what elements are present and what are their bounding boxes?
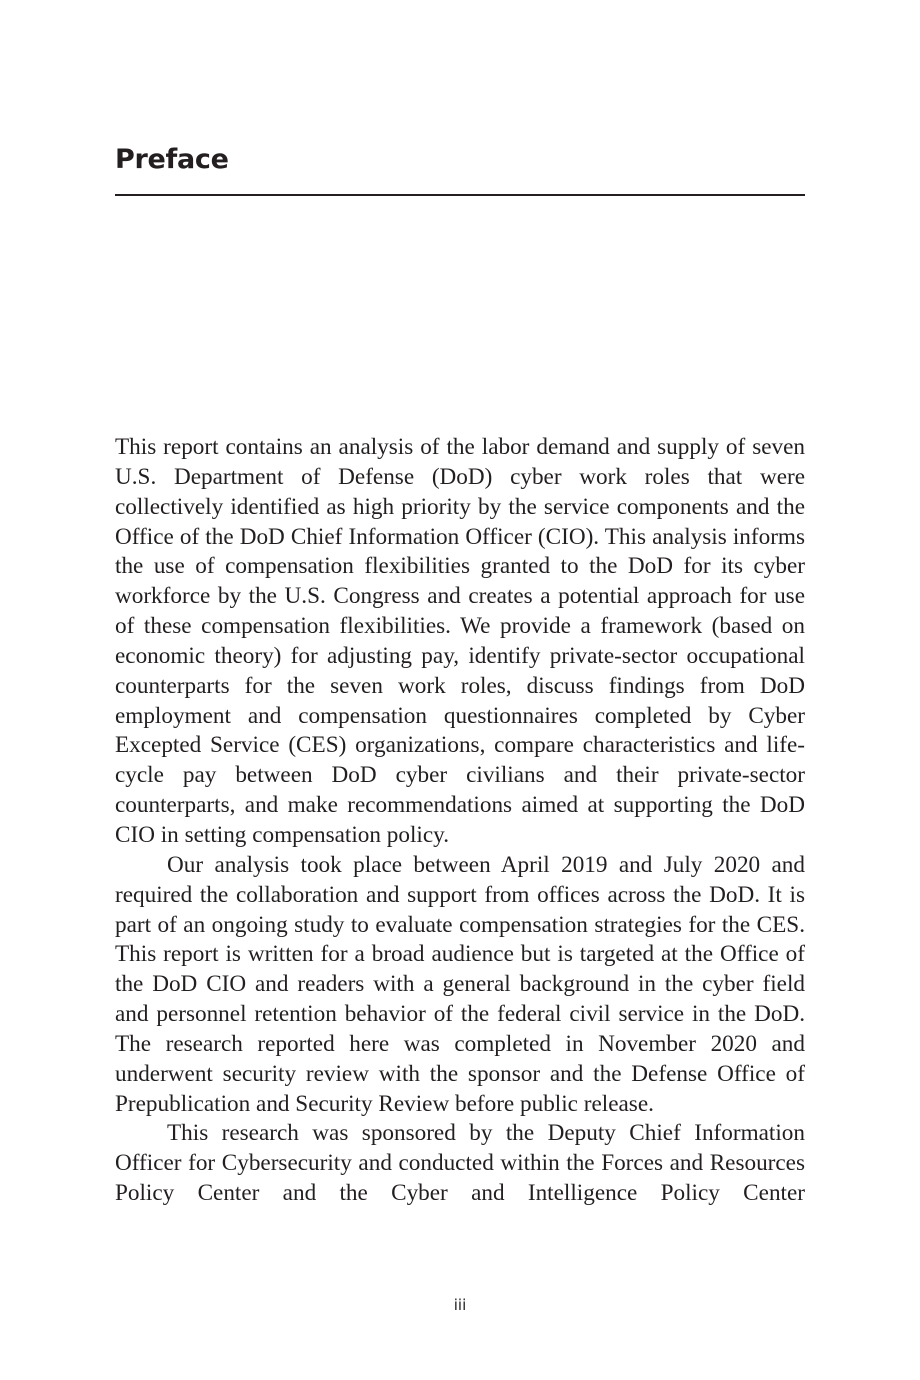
- page-number: iii: [453, 1296, 467, 1314]
- preface-body: [115, 433, 805, 1209]
- page-title: Preface: [115, 144, 229, 175]
- paragraph: This report contains an analysis of the labor demand and supply of seven U.S. Department of Defense (DoD) cyber work roles that were collectively identified as high priority by the service components and the Office of the DoD Chief Information Officer (CIO). This analysis informs the use of compensation flexibilities granted to the DoD for its cyber workforce by the U.S. Congress and creates a potential approach for use of these compensation flexibilities. We provide a framework (based on economic theory) for adjusting pay, identify private-sector occupational counterparts for the seven work roles, discuss findings from DoD employment and compensation questionnaires completed by Cyber Excepted Service (CES) organizations, compare characteristics and life-cycle pay between DoD cyber civilians and their private-​sector counterparts, and make recommendations aimed at supporting the DoD CIO in setting compensation policy.: [115, 434, 805, 848]
- paragraph: This research was sponsored by the Deputy Chief Information Officer for Cybersecurity and conducted within the Forces and Resources Policy Center and the Cyber and Intelligence Policy Center: [115, 1120, 805, 1207]
- heading-rule: [115, 194, 805, 196]
- paragraph: Our analysis took place between April 2019 and July 2020 and required the collaboration and support from offices across the DoD. It is part of an ongoing study to evaluate compensation strategies for the CES. This report is written for a broad audience but is targeted at the Office of the DoD CIO and readers with a general background in the cyber field and personnel retention behavior of the federal civil service in the DoD. The research reported here was completed in November 2020 and underwent security review with the sponsor and the Defense Office of Prepublication and Security Review before public release.: [115, 851, 805, 1117]
